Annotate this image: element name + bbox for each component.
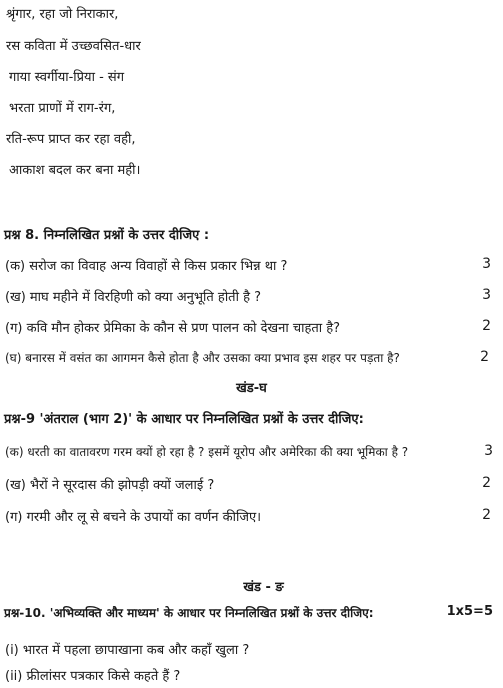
question-item: (ii) फ्रीलांसर पत्रकार किसे कहते हैं ? <box>5 669 181 684</box>
question-heading: प्रश्न-9 'अंतराल (भाग 2)' के आधार पर निम्नलिखित प्रश्नों के उत्तर दीजिए: <box>4 412 364 427</box>
question-marks: 2 <box>482 318 491 334</box>
poem-line: रति-रूप प्राप्त कर रहा वही, <box>6 132 136 147</box>
question-item: (ख) माघ महीने में विरहिणी को क्या अनुभूति होती है ? <box>5 290 262 305</box>
question-marks: 2 <box>482 475 491 491</box>
question-marks: 3 <box>484 443 493 459</box>
question-marks: 2 <box>482 507 491 523</box>
question-marks: 3 <box>482 256 491 272</box>
question-item: (i) भारत में पहला छापाखाना कब और कहाँ खुला ? <box>5 643 250 658</box>
poem-line: भरता प्राणों में राग-रंग, <box>9 101 116 116</box>
question-heading: प्रश्न-10. 'अभिव्यक्ति और माध्यम' के आधार पर निम्नलिखित प्रश्नों के उत्तर दीजिए: <box>4 606 374 620</box>
poem-line: गाया स्वर्गीया-प्रिया - संग <box>9 70 125 85</box>
question-item: (क) सरोज का विवाह अन्य विवाहों से किस प्रकार भिन्न था ? <box>5 259 288 274</box>
question-item: (ग) कवि मौन होकर प्रेमिका के कौन से प्रण पालन को देखना चाहता है? <box>5 321 341 336</box>
poem-line: श्रृंगार, रहा जो निराकार, <box>6 7 119 22</box>
question-marks: 2 <box>480 349 489 365</box>
section-heading: खंड - ङ <box>243 580 284 595</box>
question-item: (क) धरती का वातावरण गरम क्यों हो रहा है ? इसमें यूरोप और अमेरिका की क्या भूमिका है ? <box>5 445 409 459</box>
question-item: (ग) गरमी और लू से बचने के उपायों का वर्णन कीजिए। <box>5 510 262 525</box>
question-marks: 3 <box>482 287 491 303</box>
question-item: (ख) भैरों ने सूरदास की झोपड़ी क्यों जलाई ? <box>5 478 215 493</box>
question-item: (घ) बनारस में वसंत का आगमन कैसे होता है और उसका क्या प्रभाव इस शहर पर पड़ता है? <box>5 351 400 365</box>
question-marks: 1x5=5 <box>446 604 493 619</box>
question-heading: प्रश्न 8. निम्नलिखित प्रश्नों के उत्तर दीजिए : <box>4 228 210 243</box>
poem-line: रस कविता में उच्छवसित-धार <box>6 39 141 54</box>
section-heading: खंड-घ <box>236 381 267 396</box>
poem-line: आकाश बदल कर बना मही। <box>9 163 141 178</box>
